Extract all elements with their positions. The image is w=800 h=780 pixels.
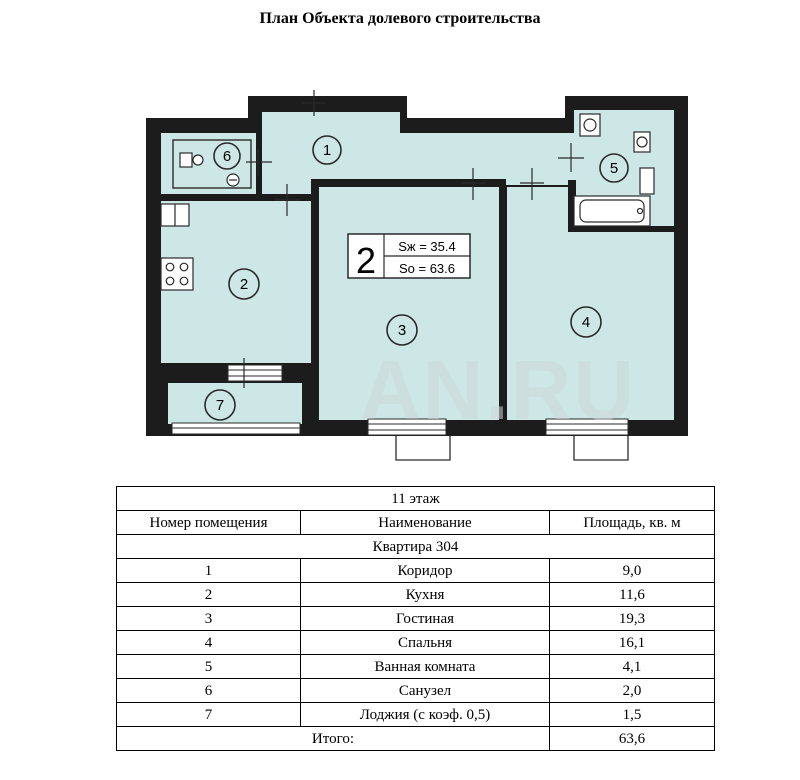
room-number-5: 5 [609, 160, 619, 177]
bath-toilet-icon [640, 168, 654, 194]
room-num: 5 [117, 655, 301, 679]
total-value: 63,6 [550, 727, 715, 751]
watermark: AN.RU [360, 343, 636, 437]
room-name: Санузел [301, 679, 550, 703]
floor-row [117, 487, 715, 511]
document-title: План Объекта долевого строительства [259, 10, 541, 27]
table-row [117, 655, 715, 679]
table-row [117, 607, 715, 631]
header-name: Наименование [301, 511, 550, 535]
area-label [348, 234, 470, 281]
room-num: 6 [117, 679, 301, 703]
toilet-icon [180, 153, 192, 167]
room-fill-3 [317, 187, 499, 420]
window-bedroom [546, 419, 628, 435]
total-label: Итого: [117, 727, 550, 751]
apartment-row [117, 535, 715, 559]
room-area: 1,5 [550, 703, 715, 727]
total-row [117, 727, 715, 751]
header-number: Номер помещения [117, 511, 301, 535]
room-num: 1 [117, 559, 301, 583]
room-name: Коридор [301, 559, 550, 583]
room-name: Ванная комната [301, 655, 550, 679]
table-row [117, 679, 715, 703]
room-num: 2 [117, 583, 301, 607]
room-num: 7 [117, 703, 301, 727]
room-num: 3 [117, 607, 301, 631]
table-row [117, 583, 715, 607]
floor-label: 11 этаж [117, 487, 715, 511]
room-number-4: 4 [581, 314, 591, 331]
apartment-rooms-count: 2 [355, 240, 377, 281]
room-fill-6 [161, 133, 260, 195]
room-number-7: 7 [215, 397, 225, 414]
stove-icon [161, 258, 193, 290]
window-living [368, 419, 446, 435]
room-fill-1b [398, 133, 574, 185]
room-area: 2,0 [550, 679, 715, 703]
header-area: Площадь, кв. м [550, 511, 715, 535]
table-row [117, 703, 715, 727]
room-name: Кухня [301, 583, 550, 607]
apartment-label: Квартира 304 [117, 535, 715, 559]
living-area-label: Sж = 35.4 [398, 239, 456, 254]
room-number-1: 1 [322, 142, 332, 159]
room-num: 4 [117, 631, 301, 655]
room-area: 16,1 [550, 631, 715, 655]
room-number-2: 2 [239, 276, 249, 293]
rooms-table [116, 486, 715, 751]
room-area: 4,1 [550, 655, 715, 679]
table-row [117, 631, 715, 655]
room-name: Спальня [301, 631, 550, 655]
room-number-6: 6 [222, 148, 232, 165]
header-row [117, 511, 715, 535]
room-name: Гостиная [301, 607, 550, 631]
window-balcony-door [228, 365, 282, 381]
table-row [117, 559, 715, 583]
total-area-label: Sо = 63.6 [398, 261, 456, 276]
room-area: 19,3 [550, 607, 715, 631]
room-name: Лоджия (с коэф. 0,5) [301, 703, 550, 727]
room-number-3: 3 [397, 322, 407, 339]
window-bays [396, 436, 628, 460]
room-area: 11,6 [550, 583, 715, 607]
room-area: 9,0 [550, 559, 715, 583]
